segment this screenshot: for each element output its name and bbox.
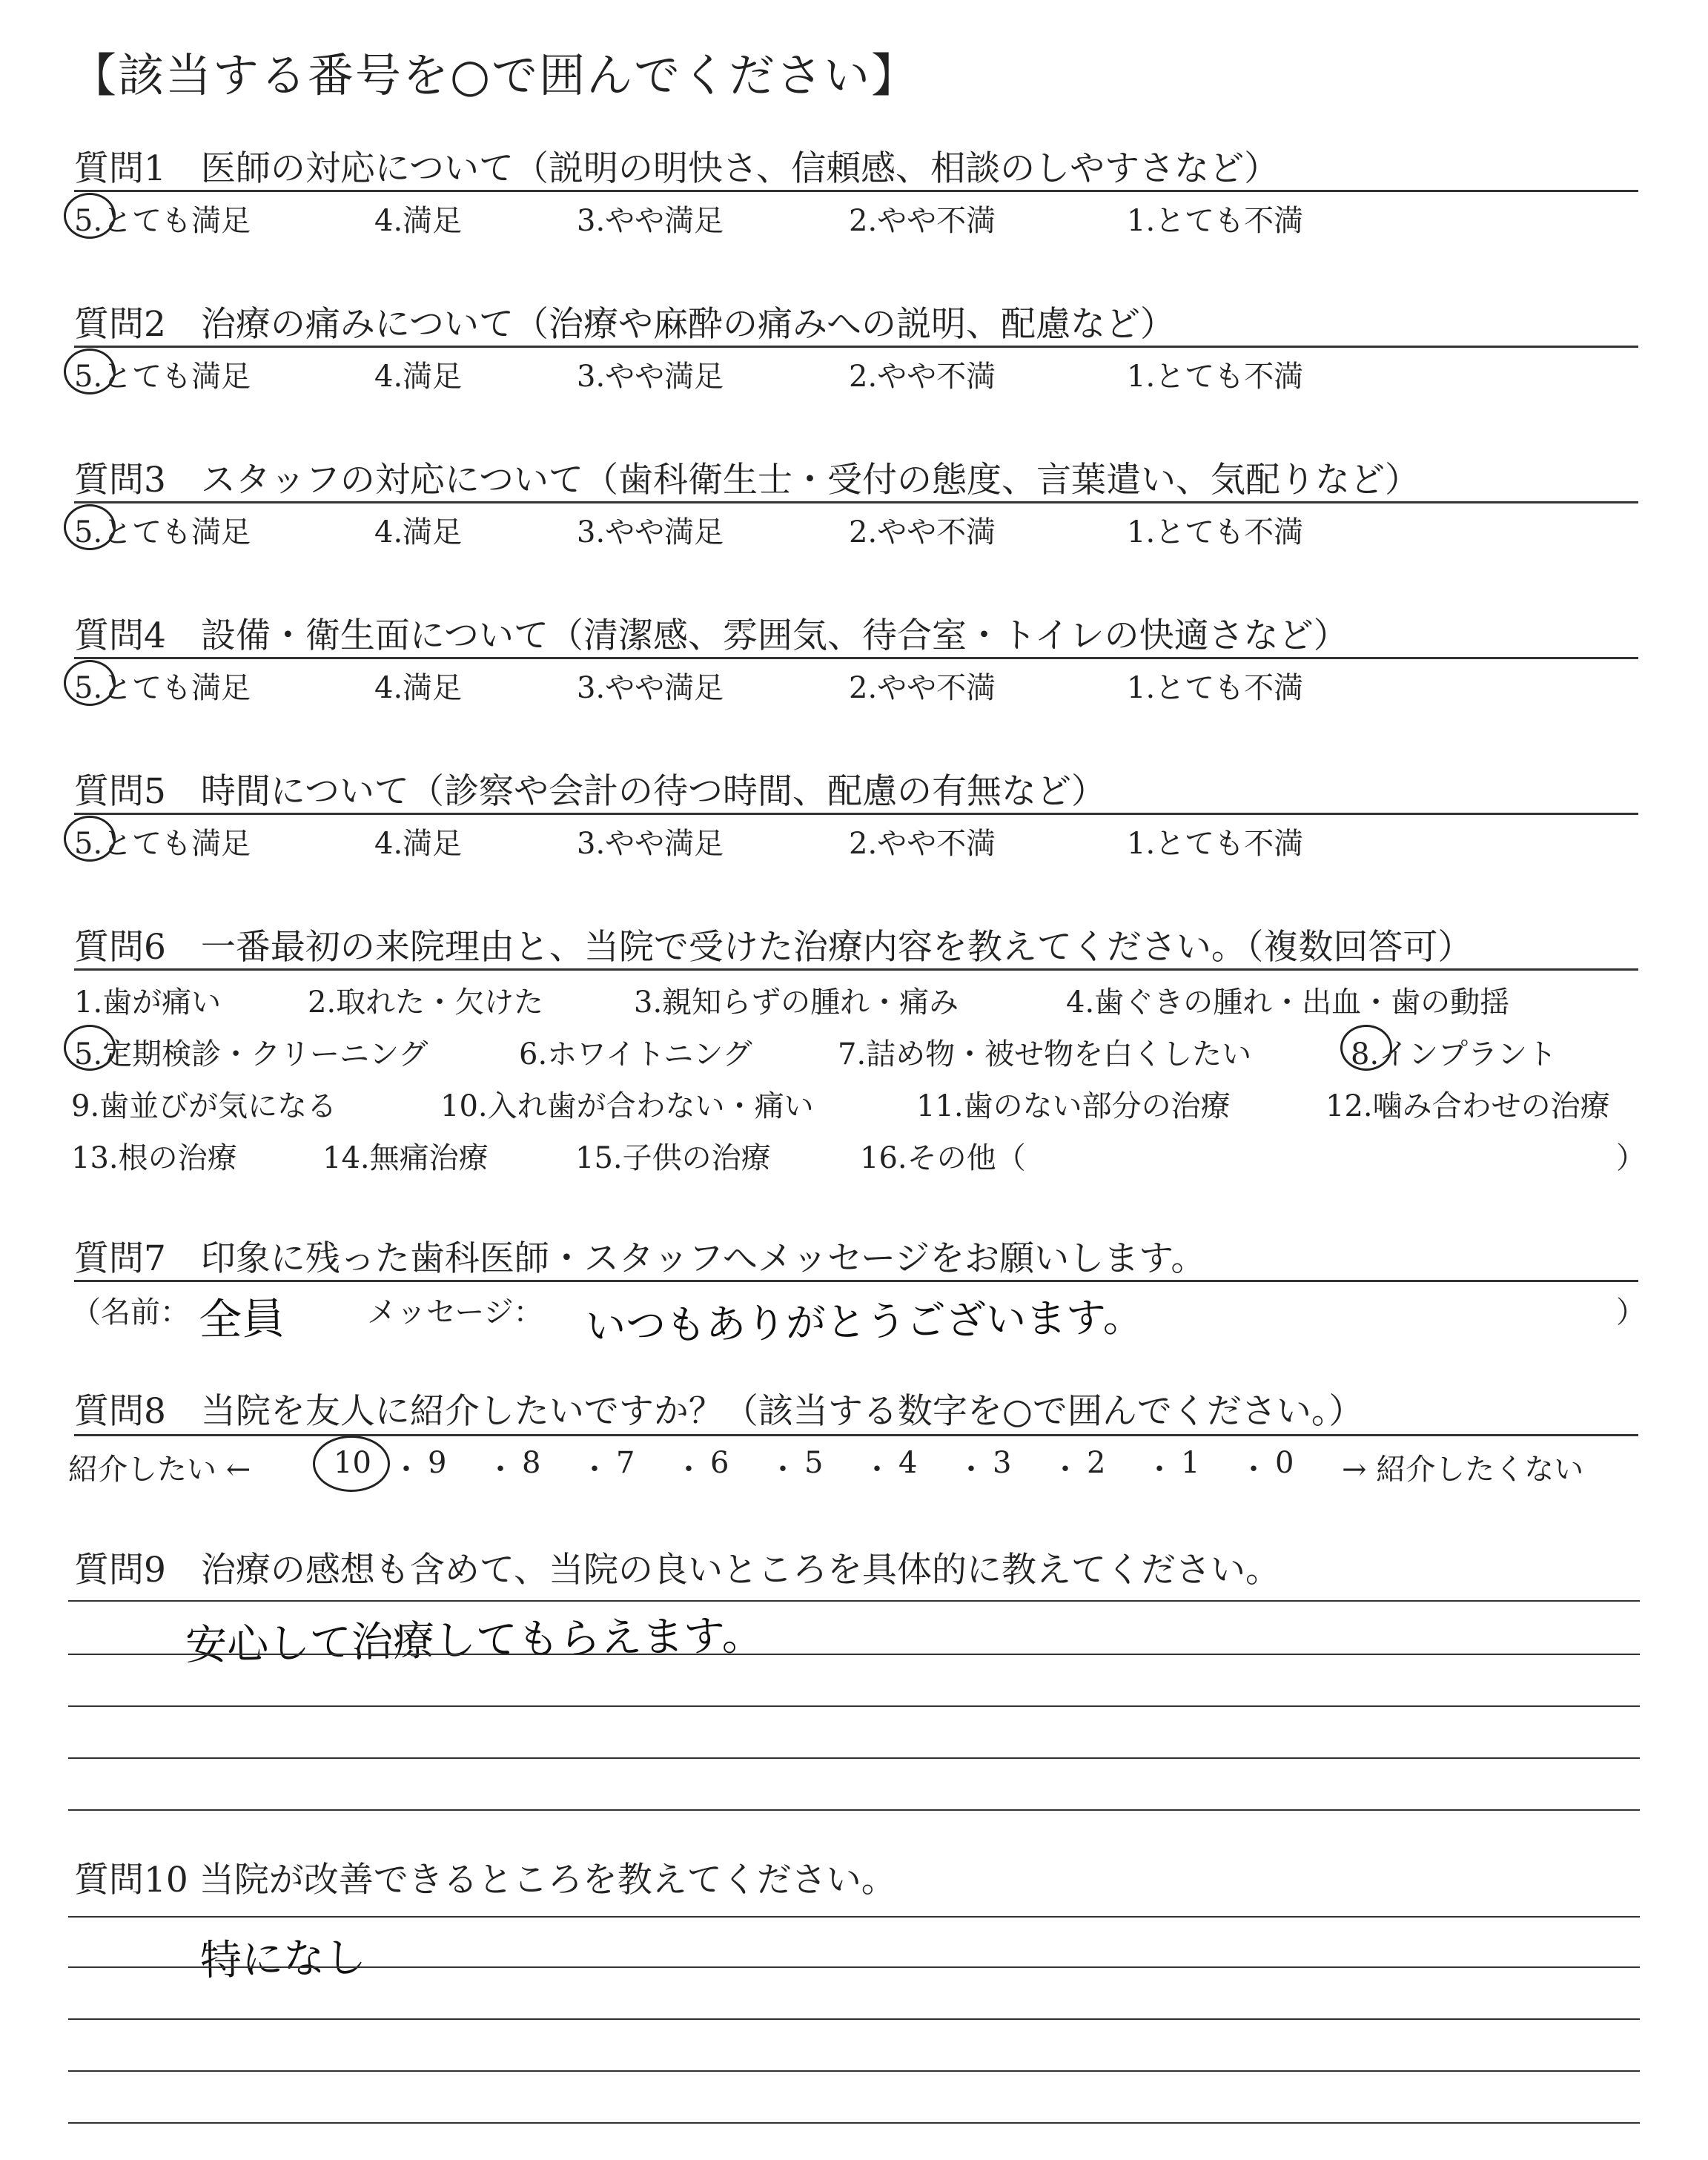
q5-title: 質問5 時間について（診察や会計の待つ時間、配慮の有無など） (74, 771, 1106, 812)
q6-option-15[interactable]: 15.子供の治療 (575, 1141, 771, 1175)
q6-option-16[interactable]: 16.その他（ (860, 1141, 1026, 1175)
q8-scale-0[interactable]: 0 (1275, 1446, 1294, 1480)
q8-separator: ・ (391, 1453, 421, 1487)
q8-separator: ・ (862, 1453, 892, 1487)
q6-selection-circle-8 (1340, 1025, 1392, 1071)
q4-option-2[interactable]: 2.やや不満 (849, 671, 996, 705)
q4-option-1[interactable]: 1.とても不満 (1127, 671, 1304, 705)
q5-option-1[interactable]: 1.とても不満 (1127, 827, 1304, 861)
q6-title: 質問6 一番最初の来院理由と、当院で受けた治療内容を教えてください。（複数回答可） (74, 927, 1473, 968)
q8-left-label: 紹介したい ← (68, 1453, 251, 1487)
q2-option-4[interactable]: 4.満足 (374, 360, 463, 394)
q8-separator: ・ (674, 1453, 704, 1487)
q8-selection-circle (313, 1436, 390, 1492)
q10-line-2 (68, 1966, 1640, 1968)
q6-option-10[interactable]: 10.入れ歯が合わない・痛い (440, 1089, 814, 1123)
q8-scale-10[interactable]: 10 (334, 1446, 371, 1480)
q7-name-answer[interactable]: 全員 (198, 1292, 285, 1346)
q8-separator: ・ (768, 1453, 798, 1487)
q9-answer[interactable]: 安心して治療してもらえます。 (185, 1611, 764, 1670)
q1-option-5[interactable]: 5.とても満足 (74, 204, 251, 238)
q1-rule (74, 190, 1638, 192)
q2-option-2[interactable]: 2.やや不満 (849, 360, 996, 394)
q5-option-4[interactable]: 4.満足 (374, 827, 463, 861)
q6-option-8[interactable]: 8.インプラント (1351, 1037, 1558, 1071)
q2-rule (74, 346, 1638, 348)
q6-option-7[interactable]: 7.詰め物・被せ物を白くしたい (838, 1037, 1252, 1071)
q3-option-5[interactable]: 5.とても満足 (74, 515, 251, 549)
q6-close-paren: ） (1616, 1141, 1646, 1175)
q2-option-3[interactable]: 3.やや満足 (577, 360, 724, 394)
q4-title: 質問4 設備・衛生面について（清潔感、雰囲気、待合室・トイレの快適さなど） (74, 615, 1348, 656)
q8-scale-3[interactable]: 3 (993, 1446, 1012, 1480)
q6-option-5[interactable]: 5.定期検診・クリーニング (74, 1037, 428, 1071)
q6-selection-circle-5 (64, 1025, 116, 1071)
q8-scale-5[interactable]: 5 (804, 1446, 824, 1480)
q6-option-1[interactable]: 1.歯が痛い (74, 985, 222, 1020)
q6-option-14[interactable]: 14.無痛治療 (322, 1141, 489, 1175)
q6-rule (74, 968, 1638, 971)
q1-title: 質問1 医師の対応について（説明の明快さ、信頼感、相談のしやすさなど） (74, 148, 1280, 189)
q9-line-3 (68, 1705, 1640, 1707)
page-title: 【該当する番号を○で囲んでください】 (70, 48, 919, 102)
q3-option-1[interactable]: 1.とても不満 (1127, 515, 1304, 549)
q10-line-5 (68, 2122, 1640, 2124)
q5-option-2[interactable]: 2.やや不満 (849, 827, 996, 861)
q1-option-1[interactable]: 1.とても不満 (1127, 204, 1304, 238)
q8-scale-9[interactable]: 9 (428, 1446, 447, 1480)
q3-rule (74, 501, 1638, 503)
q5-selection-circle (64, 816, 116, 862)
q7-rule (74, 1280, 1638, 1282)
q4-selection-circle (64, 660, 116, 706)
q1-option-4[interactable]: 4.満足 (374, 204, 463, 238)
q6-option-13[interactable]: 13.根の治療 (71, 1141, 237, 1175)
q7-message-label: メッセージ： (367, 1295, 543, 1330)
q8-separator: ・ (1239, 1453, 1268, 1487)
q8-title: 質問8 当院を友人に紹介したいですか？（該当する数字を○で囲んでください。） (74, 1391, 1364, 1432)
q8-separator: ・ (580, 1453, 609, 1487)
q2-selection-circle (64, 349, 116, 394)
q8-scale-1[interactable]: 1 (1181, 1446, 1200, 1480)
q3-option-4[interactable]: 4.満足 (374, 515, 463, 549)
q4-option-5[interactable]: 5.とても満足 (74, 671, 251, 705)
q2-option-5[interactable]: 5.とても満足 (74, 360, 251, 394)
q1-selection-circle (64, 193, 116, 239)
q8-scale-6[interactable]: 6 (710, 1446, 729, 1480)
q8-right-label: → 紹介したくない (1342, 1453, 1584, 1487)
q5-option-3[interactable]: 3.やや満足 (577, 827, 724, 861)
q6-option-9[interactable]: 9.歯並びが気になる (71, 1089, 337, 1123)
q8-rule (74, 1434, 1638, 1436)
q2-title: 質問2 治療の痛みについて（治療や麻酔の痛みへの説明、配慮など） (74, 304, 1176, 345)
q10-line-3 (68, 2018, 1640, 2020)
q9-line-2 (68, 1654, 1640, 1655)
q6-option-4[interactable]: 4.歯ぐきの腫れ・出血・歯の動揺 (1066, 985, 1510, 1020)
q6-option-12[interactable]: 12.噛み合わせの治療 (1325, 1089, 1610, 1123)
q8-scale-2[interactable]: 2 (1087, 1446, 1106, 1480)
q3-selection-circle (64, 504, 116, 550)
q2-option-1[interactable]: 1.とても不満 (1127, 360, 1304, 394)
q7-close-paren: ） (1616, 1295, 1646, 1330)
q3-option-3[interactable]: 3.やや満足 (577, 515, 724, 549)
q10-answer[interactable]: 特になし (199, 1934, 367, 1985)
q4-rule (74, 657, 1638, 659)
q6-option-2[interactable]: 2.取れた・欠けた (308, 985, 544, 1020)
q8-scale-7[interactable]: 7 (616, 1446, 635, 1480)
q8-separator: ・ (486, 1453, 515, 1487)
q6-option-3[interactable]: 3.親知らずの腫れ・痛み (634, 985, 959, 1020)
q10-line-1 (68, 1916, 1640, 1918)
q10-line-4 (68, 2070, 1640, 2072)
q6-option-11[interactable]: 11.歯のない部分の治療 (916, 1089, 1231, 1123)
q5-option-5[interactable]: 5.とても満足 (74, 827, 251, 861)
q7-message-answer[interactable]: いつもありがとうございます。 (585, 1293, 1144, 1350)
q3-title: 質問3 スタッフの対応について（歯科衛生士・受付の態度、言葉遣い、気配りなど） (74, 460, 1420, 501)
q8-scale-4[interactable]: 4 (898, 1446, 918, 1480)
q8-separator: ・ (956, 1453, 986, 1487)
q9-title: 質問9 治療の感想も含めて、当院の良いところを具体的に教えてください。 (74, 1550, 1280, 1591)
q9-line-4 (68, 1757, 1640, 1759)
q1-option-2[interactable]: 2.やや不満 (849, 204, 996, 238)
q4-option-3[interactable]: 3.やや満足 (577, 671, 724, 705)
q5-rule (74, 813, 1638, 815)
q1-option-3[interactable]: 3.やや満足 (577, 204, 724, 238)
q7-name-label: （名前： (71, 1295, 190, 1330)
q8-separator: ・ (1145, 1453, 1174, 1487)
q4-option-4[interactable]: 4.満足 (374, 671, 463, 705)
q6-option-6[interactable]: 6.ホワイトニング (519, 1037, 752, 1071)
q7-title: 質問7 印象に残った歯科医師・スタッフへメッセージをお願いします。 (74, 1238, 1206, 1279)
q8-scale-8[interactable]: 8 (522, 1446, 541, 1480)
q3-option-2[interactable]: 2.やや不満 (849, 515, 996, 549)
q8-separator: ・ (1050, 1453, 1080, 1487)
q9-line-5 (68, 1809, 1640, 1811)
q9-line-1 (68, 1600, 1640, 1602)
q10-title: 質問10 当院が改善できるところを教えてください。 (74, 1860, 896, 1900)
